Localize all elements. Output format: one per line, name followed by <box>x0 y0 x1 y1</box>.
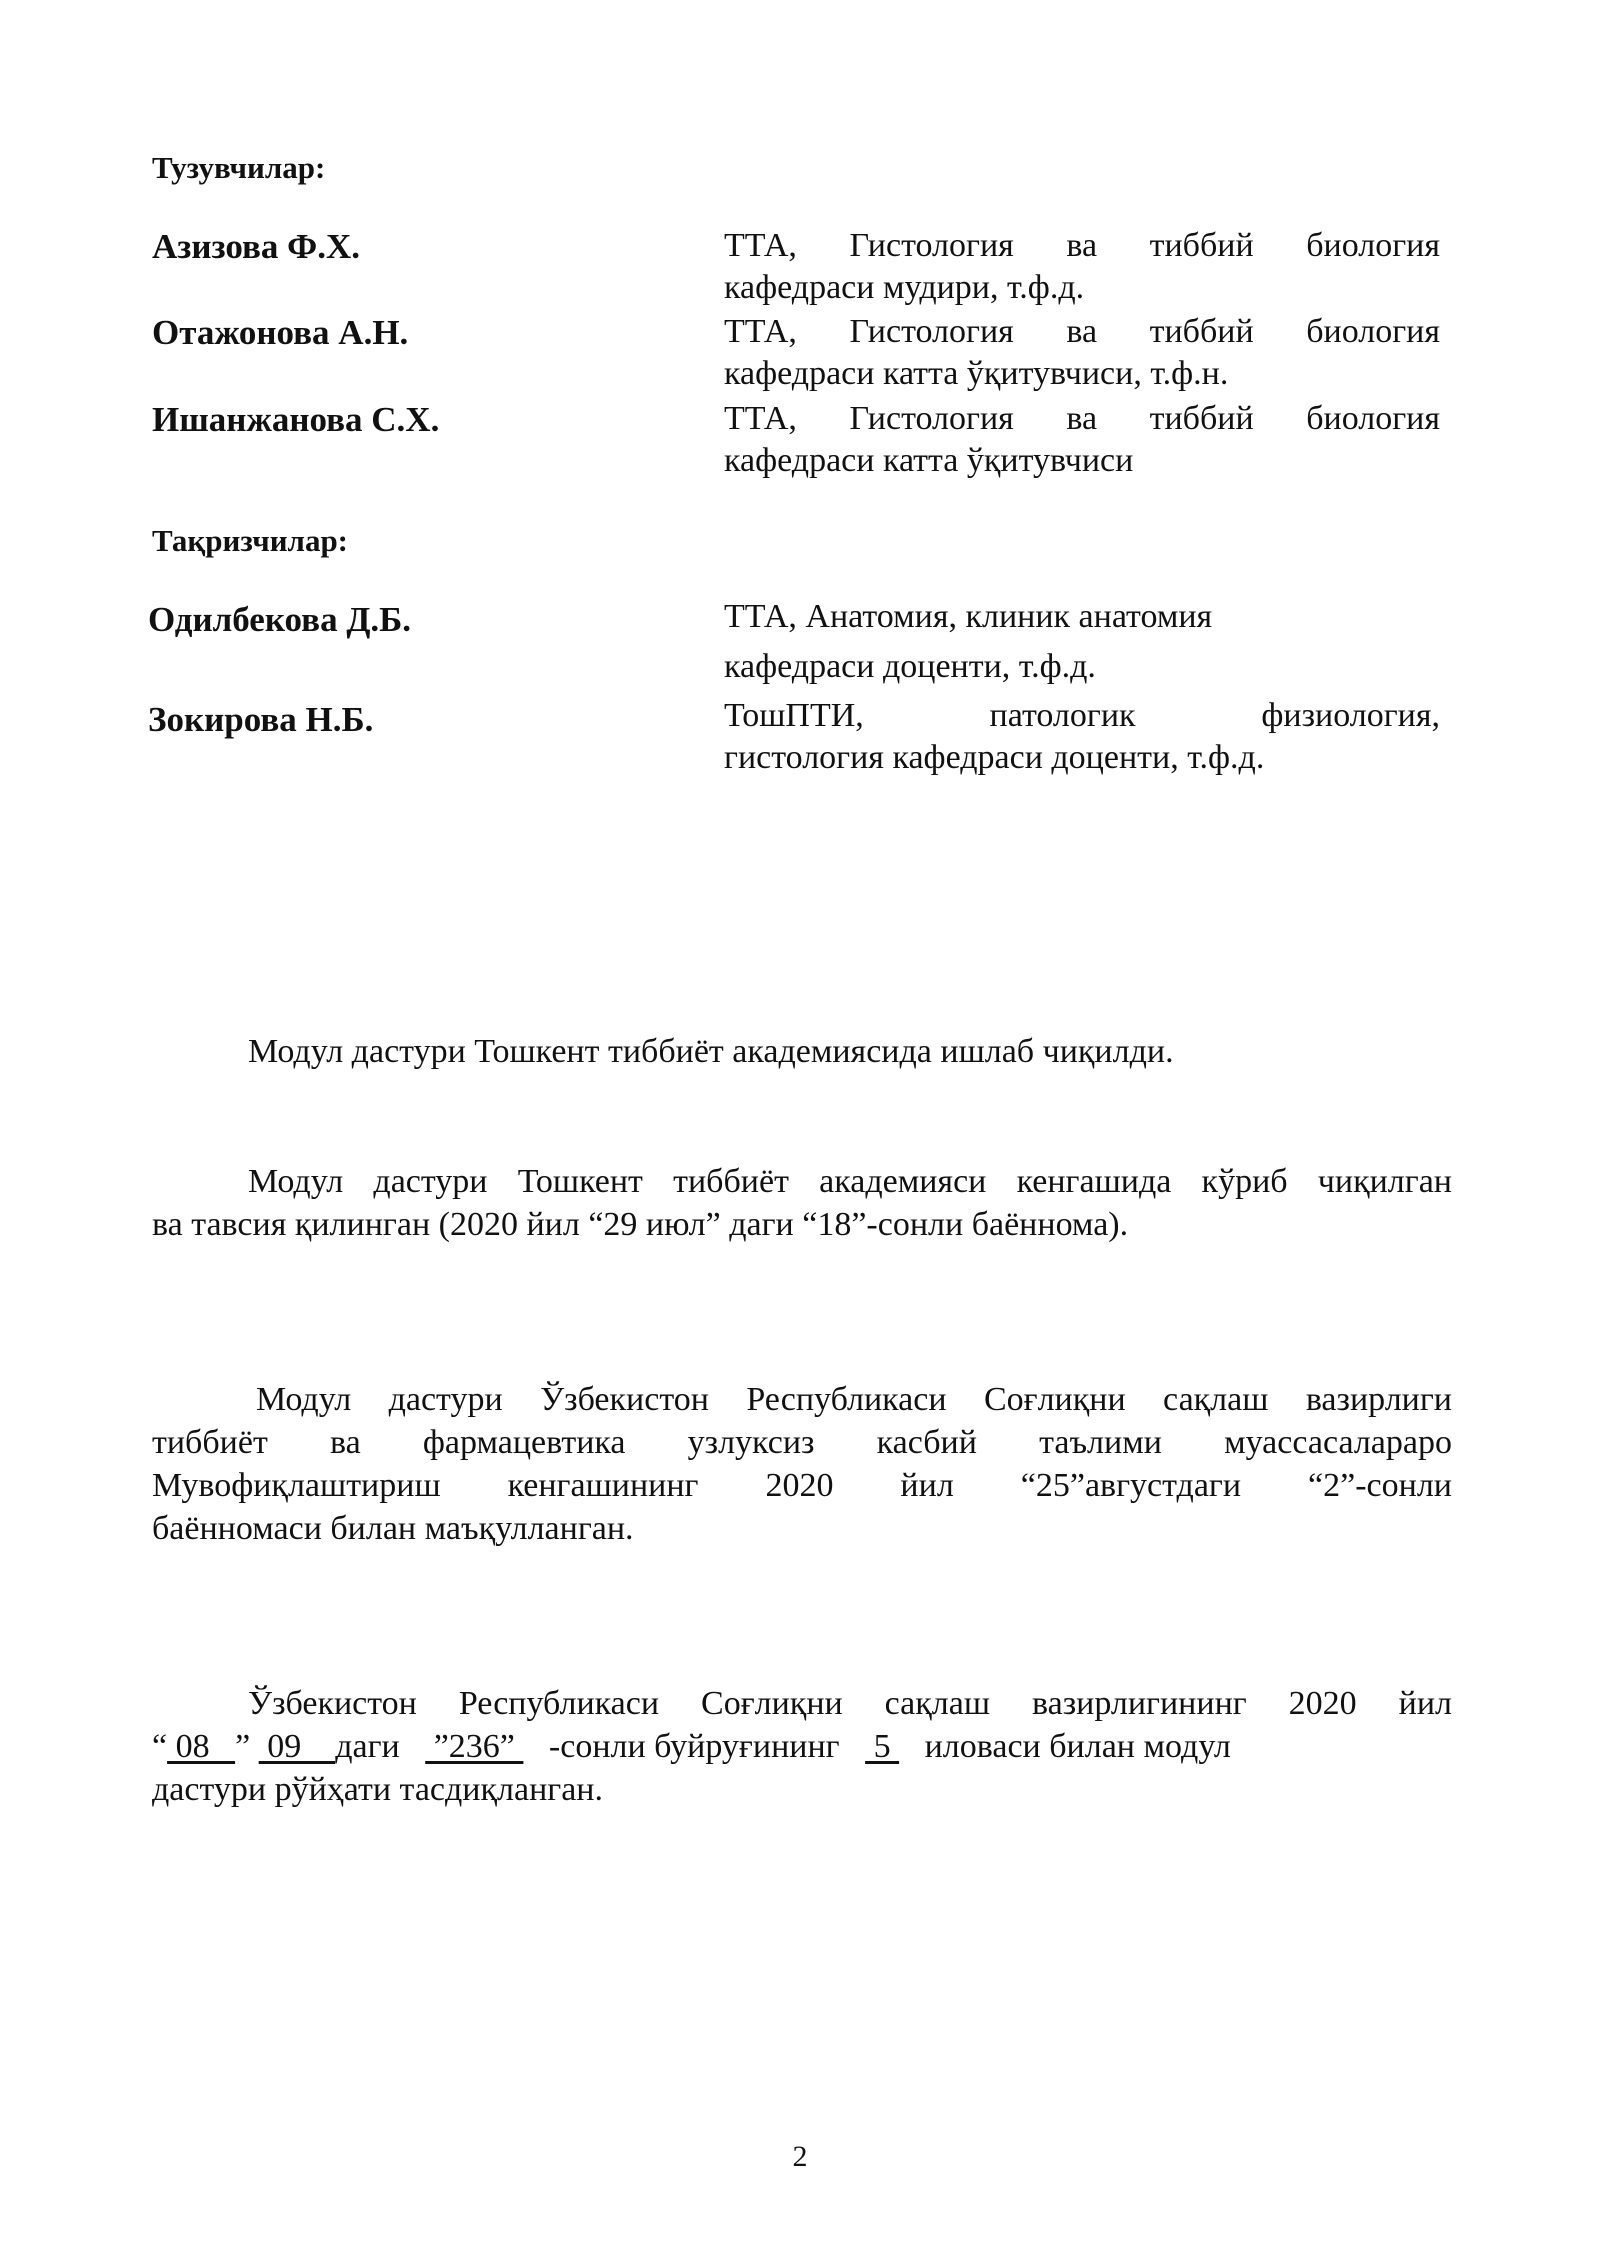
paragraph-ministry-order <box>152 1682 1452 1811</box>
author-name-3: Ишанжанова С.Х. <box>152 400 440 439</box>
order-month: 09 <box>258 1728 336 1765</box>
paragraph-line: Модул дастури Ўзбекистон Республикаси Соғлиқни сақлаш вазирлиги <box>256 1381 1452 1418</box>
author-affiliation-1 <box>724 225 1440 309</box>
reviewer-affiliation-1 <box>724 596 1440 688</box>
affiliation-line: гистология кафедраси доценти, т.ф.д. <box>724 739 1265 776</box>
affiliation-line: ТТА, Гистология ва тиббий биология <box>724 313 1440 350</box>
paragraph-line: ва тавсия қилинган (2020 йил “29 июл” даги “18”-сонли баённома). <box>152 1206 1129 1243</box>
paragraph-development <box>152 1030 1452 1073</box>
author-affiliation-2 <box>724 311 1440 395</box>
reviewer-affiliation-2 <box>724 695 1440 779</box>
paragraph-line: Модул дастури Тошкент тиббиёт академияси кенгашида кўриб чиқилган <box>248 1163 1452 1200</box>
affiliation-line: ТТА, Гистология ва тиббий биология <box>724 227 1440 264</box>
affiliation-line: ТошПТИ, патологик физиология, <box>724 697 1440 734</box>
order-tail: иловаси билан модул <box>924 1728 1231 1765</box>
paragraph-line: тиббиёт ва фармацевтика узлуксиз касбий таълими муассасалараро <box>152 1424 1452 1461</box>
paragraph-line: Мувофиқлаштириш кенгашининг 2020 йил “25”августдаги “2”-сонли <box>152 1467 1452 1504</box>
paragraph-line: Модул дастури Тошкент тиббиёт академиясида ишлаб чиқилди. <box>248 1033 1174 1070</box>
page-number: 2 <box>792 2140 808 2173</box>
affiliation-line: ТТА, Гистология ва тиббий биология <box>724 400 1440 437</box>
order-daghi: даги <box>335 1728 400 1765</box>
order-number: ”236” <box>425 1728 524 1765</box>
author-name-1: Азизова Ф.Х. <box>152 227 360 266</box>
mid-quote: ” <box>235 1728 251 1765</box>
paragraph-line: баённомаси билан маъқулланган. <box>152 1510 634 1547</box>
paragraph-ministry-approval <box>152 1378 1452 1550</box>
reviewer-name-1: Одилбекова Д.Б. <box>148 600 412 639</box>
order-annex: 5 <box>865 1728 900 1765</box>
order-line <box>152 1725 1452 1768</box>
affiliation-line: кафедраси катта ўқитувчиси, т.ф.н. <box>724 355 1229 392</box>
affiliation-line: кафедраси мудири, т.ф.д. <box>724 269 1085 306</box>
reviewer-name-2: Зокирова Н.Б. <box>148 700 374 739</box>
order-soni: -сонли буйруғининг <box>548 1728 840 1765</box>
paragraph-line: Ўзбекистон Республикаси Соғлиқни сақлаш вазирлигининг 2020 йил <box>248 1685 1452 1722</box>
author-affiliation-3 <box>724 398 1440 482</box>
author-name-2: Отажонова А.Н. <box>152 313 409 352</box>
open-quote: “ <box>152 1728 168 1765</box>
paragraph-line: дастури рўйҳати тасдиқланган. <box>152 1771 603 1808</box>
affiliation-line: кафедраси доценти, т.ф.д. <box>724 648 1096 685</box>
affiliation-line: кафедраси катта ўқитувчиси <box>724 442 1134 479</box>
affiliation-line: ТТА, Анатомия, клиник анатомия <box>724 598 1213 635</box>
authors-heading: Тузувчилар: <box>152 150 326 185</box>
paragraph-council-review <box>152 1160 1452 1246</box>
order-day: 08 <box>167 1728 236 1765</box>
reviewers-heading: Тақризчилар: <box>152 523 349 558</box>
